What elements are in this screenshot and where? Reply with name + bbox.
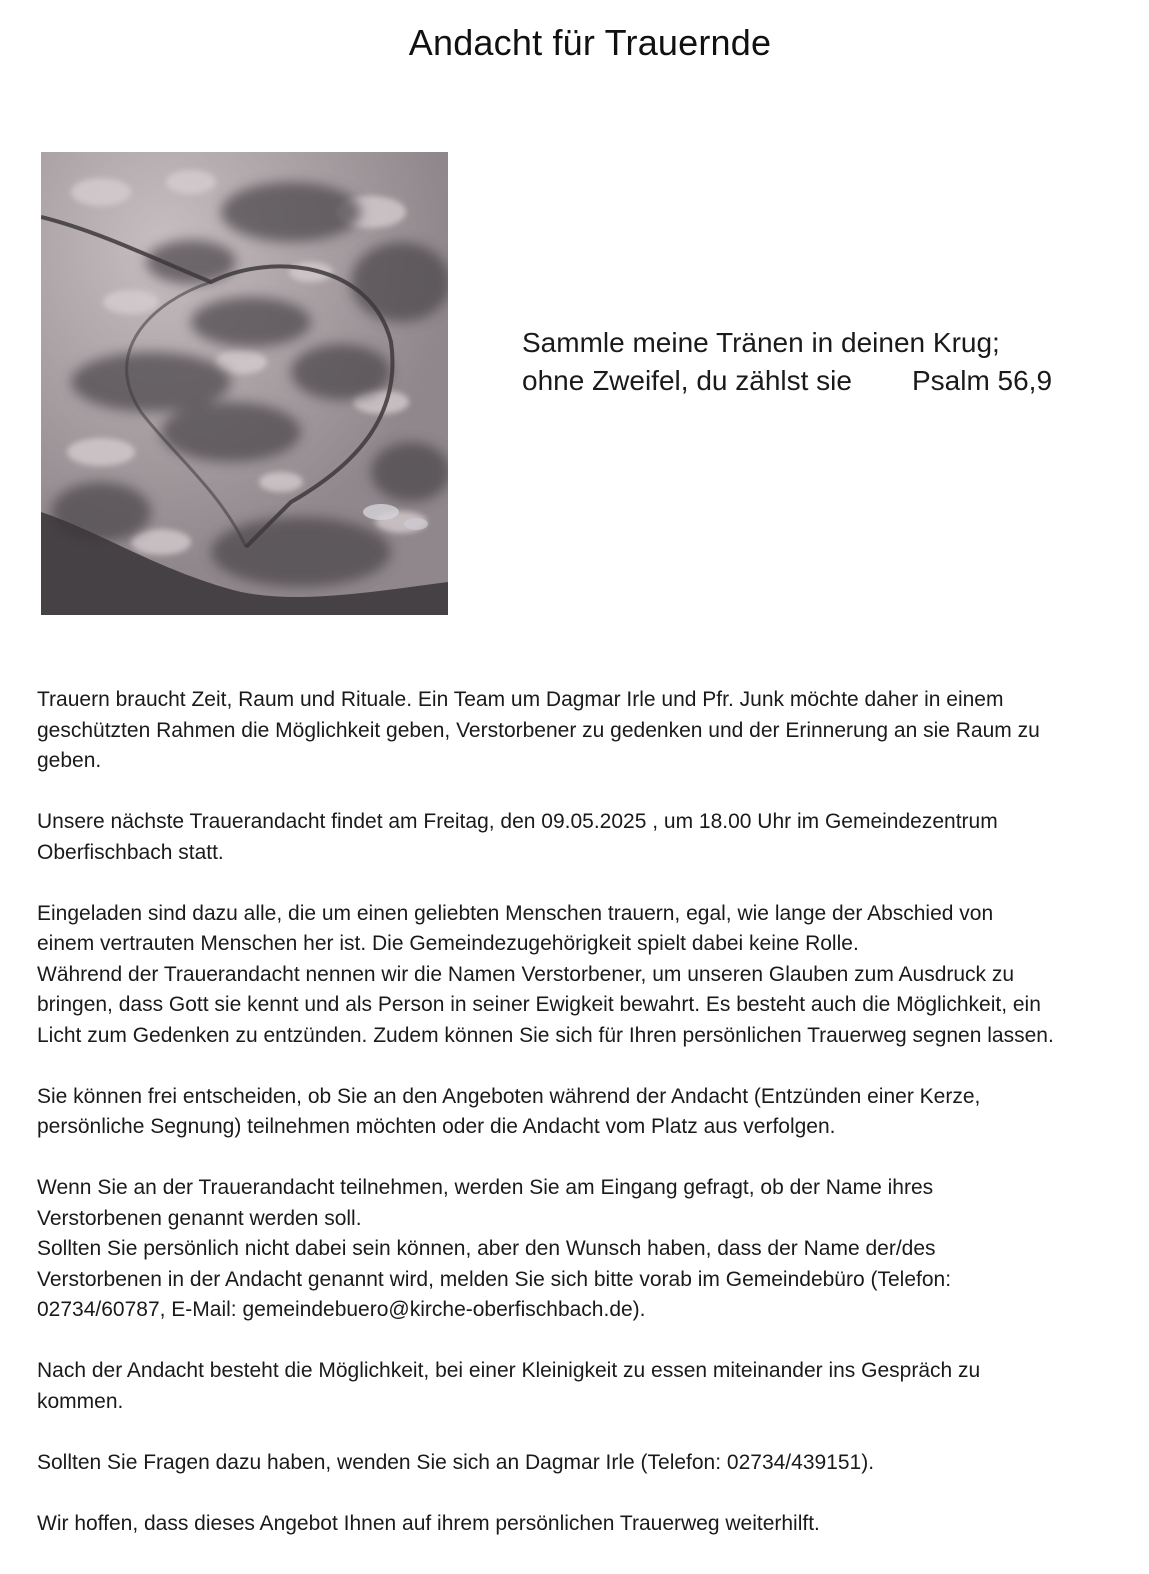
- paragraph-choice: [37, 1082, 1137, 1143]
- psalm-reference: Psalm 56,9: [911, 365, 1053, 396]
- paragraph-invitation: [37, 899, 1137, 1052]
- photo-svg: [41, 152, 448, 615]
- paragraph-intro: [37, 685, 1137, 777]
- text-line: Während der Trauerandacht nennen wir die Namen Verstorbener, um unseren Glauben zum Ausdruck zu: [37, 962, 1015, 986]
- text-line: geben.: [37, 749, 102, 772]
- text-line: persönliche Segnung) teilnehmen möchten oder die Andacht vom Platz aus verfolgen.: [37, 1115, 836, 1138]
- body-text: [37, 685, 1137, 1570]
- text-line: einem vertrauten Menschen her ist. Die Gemeindezugehörigkeit spielt dabei keine Rolle.: [37, 932, 859, 955]
- quote-line-1: Sammle meine Tränen in deinen Krug;: [522, 327, 1000, 358]
- quote-line-2: [522, 362, 1122, 400]
- text-line: Sollten Sie Fragen dazu haben, wenden Sie sich an Dagmar Irle (Telefon: 02734/439151).: [37, 1450, 875, 1474]
- heart-in-stone-photo: [41, 152, 448, 615]
- text-line: 02734/60787, E-Mail: gemeindebuero@kirche-oberfischbach.de).: [37, 1298, 646, 1321]
- paragraph-next-date: [37, 807, 1137, 868]
- text-line: Verstorbenen in der Andacht genannt wird, melden Sie sich bitte vorab im Gemeindebüro (Telefon:: [37, 1267, 952, 1291]
- paragraph-questions: [37, 1448, 1137, 1479]
- text-line: geschützten Rahmen die Möglichkeit geben, Verstorbener zu gedenken und der Erinnerung an sie Raum zu: [37, 718, 1040, 742]
- text-line: Wir hoffen, dass dieses Angebot Ihnen auf ihrem persönlichen Trauerweg weiterhilft.: [37, 1511, 820, 1535]
- text-line: Nach der Andacht besteht die Möglichkeit, bei einer Kleinigkeit zu essen miteinander ins Gespräch zu: [37, 1359, 981, 1382]
- quote-line-2-text: ohne Zweifel, du zählst sie: [522, 365, 852, 396]
- text-line: Oberfischbach statt.: [37, 840, 224, 864]
- text-line: Unsere nächste Trauerandacht findet am Freitag, den 09.05.2025 , um 18.00 Uhr im Gemeindezentrum: [37, 810, 998, 833]
- text-line: bringen, dass Gott sie kennt und als Person in seiner Ewigkeit bewahrt. Es besteht auch die Möglichkeit, ein: [37, 993, 1041, 1016]
- paragraph-after: [37, 1356, 1137, 1417]
- text-line: Verstorbenen genannt werden soll.: [37, 1206, 362, 1230]
- text-line: Wenn Sie an der Trauerandacht teilnehmen, werden Sie am Eingang gefragt, ob der Name ihres: [37, 1176, 934, 1199]
- text-line: kommen.: [37, 1389, 124, 1413]
- psalm-quote: [522, 324, 1122, 400]
- text-line: Sie können frei entscheiden, ob Sie an den Angeboten während der Andacht (Entzünden einer Kerze,: [37, 1084, 981, 1108]
- text-line: Trauern braucht Zeit, Raum und Rituale. Ein Team um Dagmar Irle und Pfr. Junk möchte daher in einem: [37, 688, 1004, 711]
- text-line: Eingeladen sind dazu alle, die um einen geliebten Menschen trauern, egal, wie lange der Abschied von: [37, 901, 994, 925]
- paragraph-names: [37, 1173, 1137, 1326]
- paragraph-closing: [37, 1509, 1137, 1540]
- text-line: Licht zum Gedenken zu entzünden. Zudem können Sie sich für Ihren persönlichen Trauerweg segnen lassen.: [37, 1023, 1054, 1047]
- text-line: Sollten Sie persönlich nicht dabei sein können, aber den Wunsch haben, dass der Name der/des: [37, 1237, 936, 1260]
- page-title: Andacht für Trauernde: [408, 22, 772, 63]
